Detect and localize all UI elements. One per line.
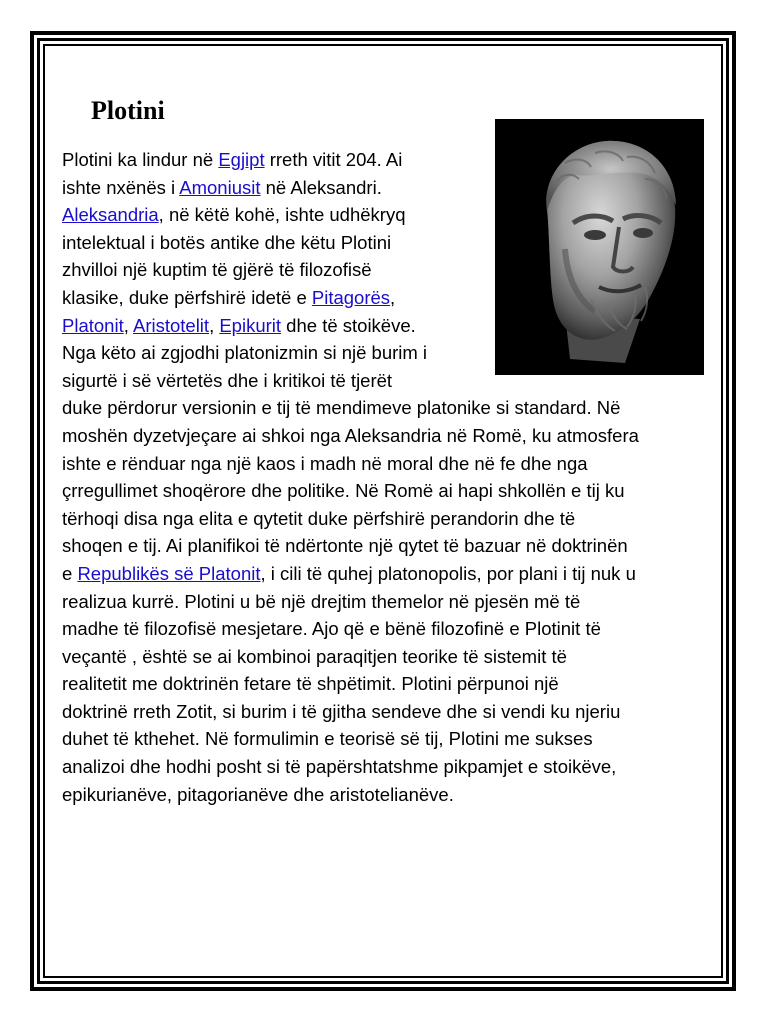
text-segment: , [390,286,396,308]
text-segment: , në këtë kohë, ishte udhëkryq [158,204,406,226]
wiki-link[interactable]: Republikës së Platonit [77,562,261,584]
wiki-link[interactable]: Pitagorës [311,286,391,308]
text-line [62,753,710,781]
wiki-link[interactable]: Egjipt [218,149,265,170]
text-segment: tërhoqi disa nga elita e qytetit duke përfshirë perandorin dhe të [62,507,576,529]
text-line [62,670,710,698]
text-segment: ishte nxënës i [62,176,180,198]
text-segment: doktrinë rreth Zotit, si burim i të gjitha sendeve dhe si vendi ku njeriu [62,700,621,722]
text-segment: sigurtë i së vërtetës dhe i kritikoi të tjerët [62,369,393,391]
text-segment: dhe të stoikëve. [281,314,416,336]
text-segment: realitetit me doktrinën fetare të shpëtimit. Plotini përpunoi një [62,673,559,695]
wiki-link[interactable]: Epikurit [219,314,282,336]
text-segment: shoqen e tij. Ai planifikoi të ndërtonte një qytet të bazuar në doktrinën [62,535,628,557]
text-segment: analizoi dhe hodhi posht si të papërshtatshme pikpamjet e stoikëve, [62,756,617,778]
text-segment: zhvilloi një kuptim të gjërë të filozofisë [62,259,372,281]
wiki-link[interactable]: Aleksandria [62,204,159,226]
text-line [62,781,710,809]
text-line [62,339,710,367]
text-line [62,284,710,312]
text-segment: madhe të filozofisë mesjetare. Ajo që e bënë filozofinë e Plotinit të [62,618,601,640]
text-segment: rreth vitit 204. Ai [264,149,403,170]
text-line [62,312,710,340]
wiki-link[interactable]: Aristotelit [132,314,210,336]
text-line [62,201,710,229]
text-segment: klasike, duke përfshirë idetë e [62,286,312,308]
text-line [62,367,710,395]
text-line [62,698,710,726]
text-line [62,725,710,753]
text-line [62,422,710,450]
wiki-link[interactable]: Platonit [62,314,124,336]
article-body [62,146,710,808]
text-line [62,615,710,643]
text-line [62,505,710,533]
text-line [62,146,710,174]
text-segment: duke përdorur versionin e tij të mendimeve platonike si standard. Në [62,397,621,419]
text-segment: moshën dyzetvjeçare ai shkoi nga Aleksandria në Romë, ku atmosfera [62,424,639,446]
text-line [62,643,710,671]
text-line [62,532,710,560]
text-segment: intelektual i botës antike dhe këtu Plotini [62,231,392,253]
text-line [62,394,710,422]
text-segment: , [209,314,220,336]
text-segment: e [62,562,78,584]
text-segment: ishte e rënduar nga një kaos i madh në moral dhe në fe dhe nga [62,452,588,474]
text-segment: në Aleksandri. [260,176,382,198]
text-segment: realizua kurrë. Plotini u bë një drejtim themelor në pjesën më të [62,590,581,612]
text-segment: Plotini ka lindur në [62,149,219,170]
text-segment: Nga këto ai zgjodhi platonizmin si një burim i [62,342,428,364]
text-segment: duhet të kthehet. Në formulimin e teorisë së tij, Plotini me sukses [62,728,593,750]
text-line [62,174,710,202]
page-title: Plotini [91,96,165,125]
text-segment: , [123,314,133,336]
text-segment: çrregullimet shoqërore dhe politike. Në Romë ai hapi shkollën e tij ku [62,480,625,502]
text-line [62,560,710,588]
text-line [62,588,710,616]
text-line [62,229,710,257]
text-line [62,450,710,478]
text-line [62,477,710,505]
text-line [62,256,710,284]
wiki-link[interactable]: Amoniusit [179,176,261,198]
text-segment: epikurianëve, pitagorianëve dhe aristotelianëve. [62,783,454,805]
text-segment: veçantë , është se ai kombinoi paraqitjen teorike të sistemit të [62,645,567,667]
text-segment: , i cili të quhej platonopolis, por plani i tij nuk u [260,562,636,584]
